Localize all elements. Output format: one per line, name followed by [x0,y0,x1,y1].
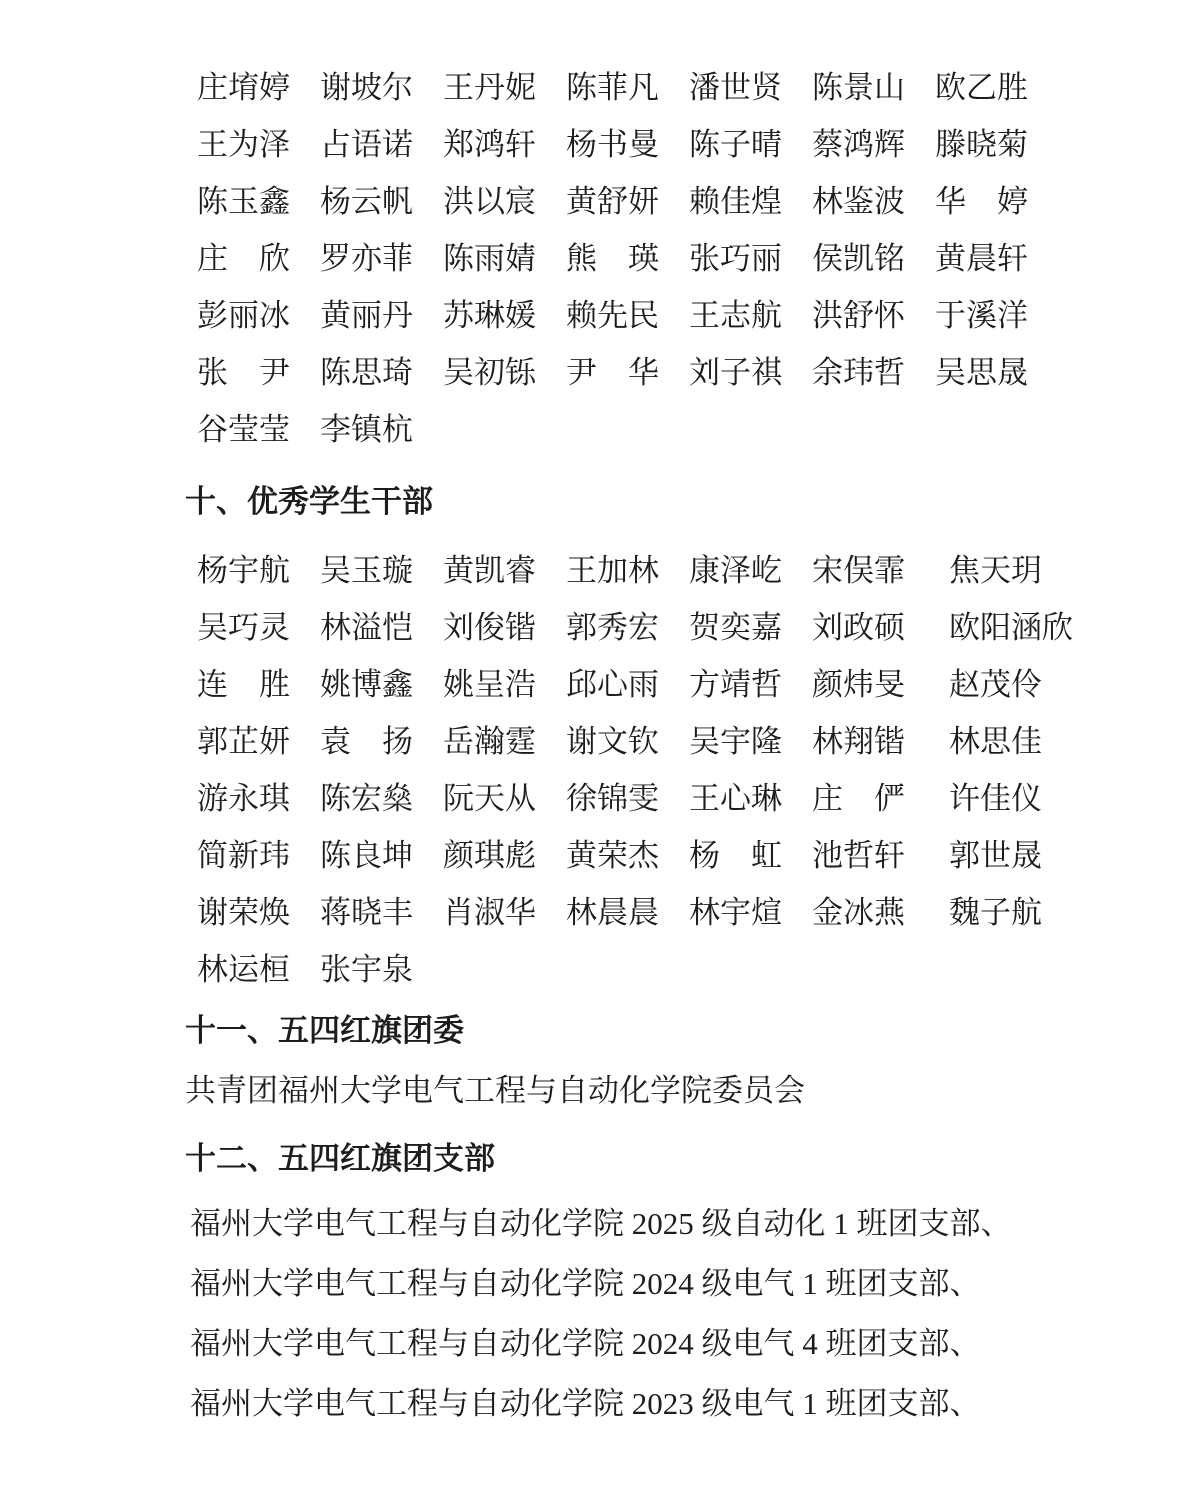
person-name: 林鉴波 [812,184,905,219]
name-row [0,116,1200,173]
name-row [0,344,1200,401]
person-name: 洪以宸 [443,184,536,219]
person-name: 张巧丽 [689,241,782,276]
name-list-continued [0,59,1200,458]
person-name: 蒋晓丰 [320,895,413,930]
person-name: 肖淑华 [443,895,536,930]
person-name: 赖先民 [566,298,659,333]
person-name: 姚呈浩 [443,667,536,702]
section-12-heading: 十二、五四红旗团支部 [185,1141,495,1176]
person-name: 林翔锴 [812,724,905,759]
person-name: 焦天玥 [949,553,1042,588]
person-name: 颜炜旻 [812,667,905,702]
person-name: 许佳仪 [949,781,1042,816]
person-name: 简新玮 [197,838,290,873]
person-name: 余玮哲 [812,355,905,390]
person-name: 刘政硕 [812,610,905,645]
person-name: 岳瀚霆 [443,724,536,759]
person-name: 刘子祺 [689,355,782,390]
person-name: 林宇煊 [689,895,782,930]
person-name: 华 婷 [935,184,1028,219]
name-row [0,599,1200,656]
person-name: 王志航 [689,298,782,333]
person-name: 黄晨轩 [935,241,1028,276]
person-name: 黄凯睿 [443,553,536,588]
person-name: 陈宏燊 [320,781,413,816]
section-10-heading: 十、优秀学生干部 [185,484,433,519]
person-name: 吴玉璇 [320,553,413,588]
person-name: 陈菲凡 [566,70,659,105]
person-name: 陈景山 [812,70,905,105]
person-name: 彭丽冰 [197,298,290,333]
person-name: 张 尹 [197,355,290,390]
person-name: 庄堉婷 [197,70,290,105]
person-name: 林思佳 [949,724,1042,759]
person-name: 林晨晨 [566,895,659,930]
branch-line: 福州大学电气工程与自动化学院 2024 级电气 1 班团支部、 [190,1266,981,1301]
person-name: 吴思晟 [935,355,1028,390]
person-name: 谢文钦 [566,724,659,759]
person-name: 谢荣焕 [197,895,290,930]
name-row [0,941,1200,998]
person-name: 连 胜 [197,667,290,702]
name-row [0,713,1200,770]
person-name: 陈思琦 [320,355,413,390]
person-name: 张宇泉 [320,952,413,987]
person-name: 袁 扬 [320,724,413,759]
person-name: 金冰燕 [812,895,905,930]
person-name: 洪舒怀 [812,298,905,333]
name-row [0,827,1200,884]
name-row [0,542,1200,599]
person-name: 刘俊锴 [443,610,536,645]
person-name: 庄 欣 [197,241,290,276]
person-name: 潘世贤 [689,70,782,105]
person-name: 陈雨婧 [443,241,536,276]
person-name: 杨书曼 [566,127,659,162]
person-name: 陈玉鑫 [197,184,290,219]
person-name: 游永琪 [197,781,290,816]
person-name: 吴巧灵 [197,610,290,645]
person-name: 占语诺 [320,127,413,162]
person-name: 阮天从 [443,781,536,816]
branch-line: 福州大学电气工程与自动化学院 2024 级电气 4 班团支部、 [190,1326,981,1361]
person-name: 谢坡尔 [320,70,413,105]
person-name: 颜琪彪 [443,838,536,873]
person-name: 庄 俨 [812,781,905,816]
person-name: 罗亦菲 [320,241,413,276]
person-name: 宋俣霏 [812,553,905,588]
branch-line: 福州大学电气工程与自动化学院 2025 级自动化 1 班团支部、 [190,1206,1012,1241]
person-name: 陈良坤 [320,838,413,873]
person-name: 杨宇航 [197,553,290,588]
name-row [0,59,1200,116]
person-name: 于溪洋 [935,298,1028,333]
name-row [0,287,1200,344]
person-name: 康泽屹 [689,553,782,588]
person-name: 邱心雨 [566,667,659,702]
section-12-branch-list [0,1194,1200,1434]
person-name: 林溢恺 [320,610,413,645]
person-name: 赖佳煌 [689,184,782,219]
person-name: 杨 虹 [689,838,782,873]
person-name: 姚博鑫 [320,667,413,702]
person-name: 徐锦雯 [566,781,659,816]
person-name: 赵茂伶 [949,667,1042,702]
person-name: 谷莹莹 [197,412,290,447]
person-name: 郭秀宏 [566,610,659,645]
person-name: 郑鸿轩 [443,127,536,162]
name-row [0,770,1200,827]
person-name: 吴宇隆 [689,724,782,759]
person-name: 吴初铄 [443,355,536,390]
person-name: 林运桓 [197,952,290,987]
person-name: 李镇杭 [320,412,413,447]
person-name: 黄丽丹 [320,298,413,333]
name-row [0,401,1200,458]
person-name: 侯凯铭 [812,241,905,276]
person-name: 黄荣杰 [566,838,659,873]
person-name: 欧乙胜 [935,70,1028,105]
person-name: 蔡鸿辉 [812,127,905,162]
name-row [0,173,1200,230]
branch-line: 福州大学电气工程与自动化学院 2023 级电气 1 班团支部、 [190,1386,981,1421]
person-name: 王丹妮 [443,70,536,105]
person-name: 王加林 [566,553,659,588]
person-name: 黄舒妍 [566,184,659,219]
person-name: 王为泽 [197,127,290,162]
name-row [0,656,1200,713]
person-name: 尹 华 [566,355,659,390]
person-name: 苏琳媛 [443,298,536,333]
person-name: 杨云帆 [320,184,413,219]
person-name: 王心琳 [689,781,782,816]
person-name: 魏子航 [949,895,1042,930]
section-11-body: 共青团福州大学电气工程与自动化学院委员会 [185,1073,805,1108]
person-name: 陈子晴 [689,127,782,162]
person-name: 池哲轩 [812,838,905,873]
person-name: 郭芷妍 [197,724,290,759]
person-name: 贺奕嘉 [689,610,782,645]
person-name: 熊 瑛 [566,241,659,276]
name-row [0,884,1200,941]
person-name: 欧阳涵欣 [949,610,1073,645]
name-row [0,230,1200,287]
person-name: 滕晓菊 [935,127,1028,162]
section-10-name-list [0,542,1200,998]
person-name: 方靖哲 [689,667,782,702]
person-name: 郭世晟 [949,838,1042,873]
section-11-heading: 十一、五四红旗团委 [185,1013,464,1048]
